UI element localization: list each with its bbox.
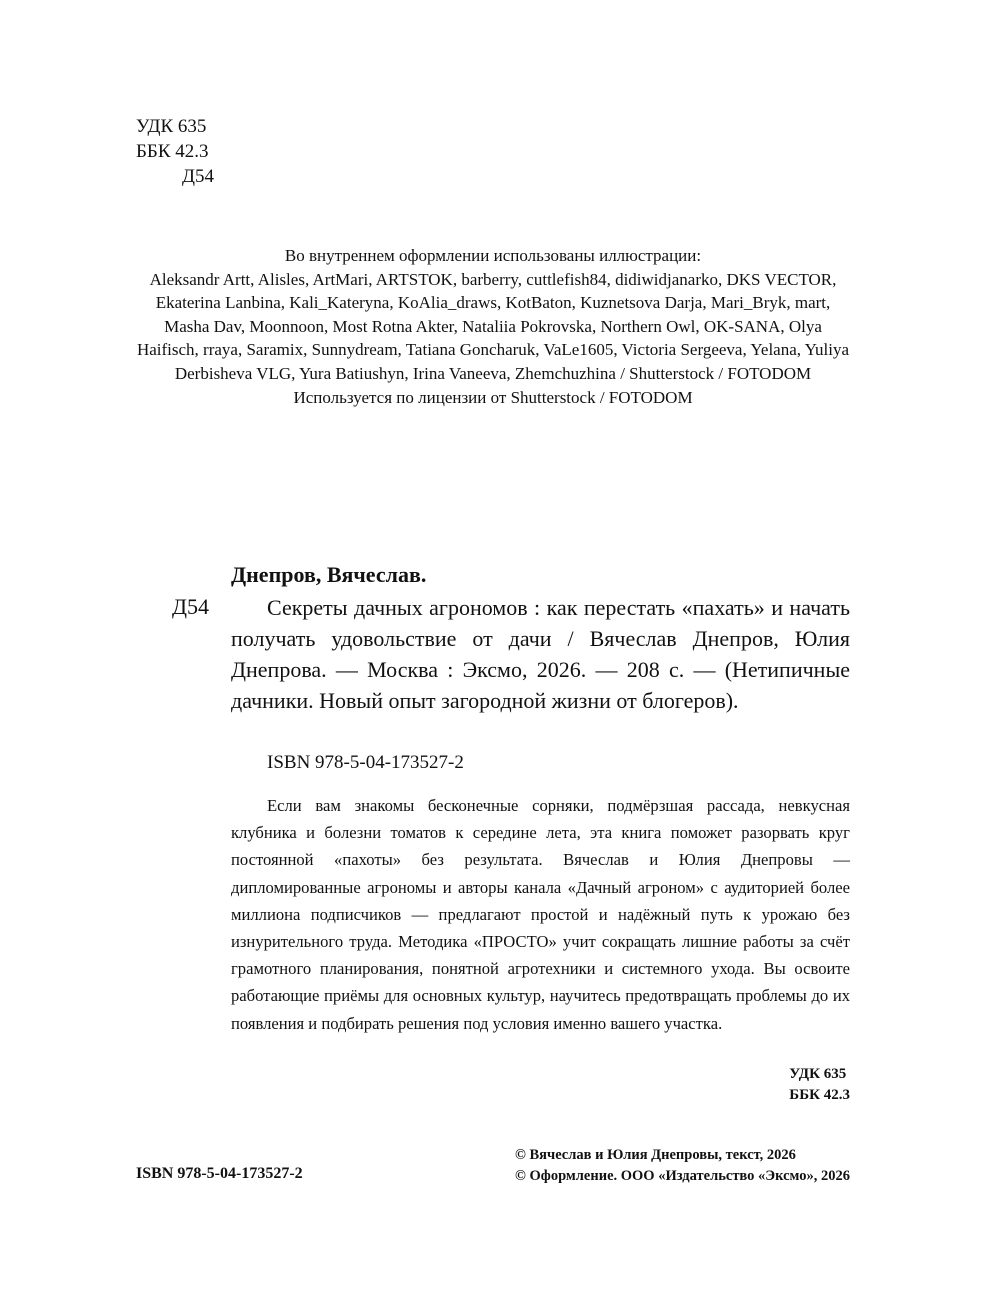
udk-code: УДК 635 — [136, 116, 207, 137]
credits-names: Aleksandr Artt, Alisles, ArtMari, ARTSTOK, barberry, cuttlefish84, didiwidjanarko, DKS VECTOR, Ekaterina Lanbina, Kali_Kateryna, KoAlia_draws, KotBaton, Kuznetsova Darja, Mari_Bryk, mart, Masha Dav, Moonnoon, Most Rotna Akter, Nataliia Pokrovska, Northern Owl, OK-SANA, Olya Haifisch, rraya, Saramix, Sunnydream, Tatiana Goncharuk, VaLe1605, Victoria Sergeeva, Yelana, Yuliya Derbisheva VLG, Yura Batiushyn, Irina Vaneeva, Zhemchuzhina / Shutterstock / FOTODOM — [136, 269, 850, 383]
record-author: Днепров, Вячеслав. — [231, 562, 427, 587]
copyright-block — [515, 1145, 850, 1187]
bbk-code-right: ББК 42.3 — [789, 1087, 850, 1103]
author-mark: Д54 — [182, 166, 214, 187]
classification-codes — [136, 114, 214, 189]
footer-isbn: ISBN 978-5-04-173527-2 — [136, 1165, 303, 1182]
copyright-design: © Оформление. ООО «Издательство «Эксмо», 2026 — [515, 1168, 850, 1184]
credits-intro: Во внутреннем оформлении использованы иллюстрации: — [284, 246, 702, 265]
bbk-code: ББК 42.3 — [136, 141, 209, 162]
classification-codes-right — [789, 1064, 850, 1106]
bibliographic-record: Секреты дачных агрономов : как перестать «пахать» и начать получать удовольствие от дачи / Вячеслав Днепров, Юлия Днепрова. — Москва : Эксмо, 2026. — 208 с. — (Нетипичные дачники. Новый опыт загородной жизни от блогеров). — [231, 595, 850, 713]
credits-license: Используется по лицензии от Shutterstock / FOTODOM — [293, 387, 693, 407]
book-annotation: Если вам знакомы бесконечные сорняки, подмёрзшая рассада, невкусная клубника и болезни томатов к середине лета, эта книга поможет разорвать круг постоянной «пахоты» без результата. Вячеслав и Юлия Днепровы — дипломированные агрономы и авторы канала «Дачный агроном» с аудиторией более миллиона подписчиков — предлагают простой и надёжный путь к урожаю без изнурительного труда. Методика «ПРОСТО» учит сокращать лишние работы за счёт грамотного планирования, понятной агротехники и системного ухода. Вы освоите работающие приёмы для основных культур, научитесь предотвращать проблемы до их появления и подбирать решения под условия именно вашего участка. — [231, 796, 850, 1033]
illustration-credits — [136, 244, 850, 409]
copyright-text: © Вячеслав и Юлия Днепровы, текст, 2026 — [515, 1147, 796, 1163]
record-isbn: ISBN 978-5-04-173527-2 — [267, 752, 464, 773]
udk-code-right: УДК 635 — [789, 1066, 847, 1082]
record-mark: Д54 — [172, 594, 210, 619]
